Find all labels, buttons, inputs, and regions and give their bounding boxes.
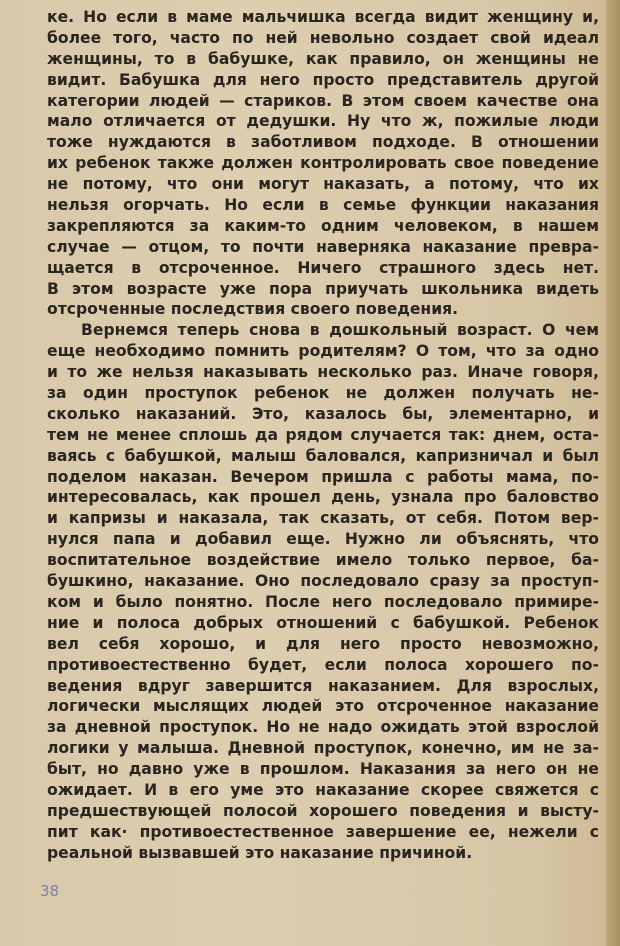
text-line: поделом наказан. Вечером пришла с работы мама, по- xyxy=(47,467,599,486)
text-line: бушкино, наказание. Оно последовало сразу за проступ- xyxy=(47,572,599,591)
text-line: тем не менее сплошь да рядом случается так: днем, оста- xyxy=(47,425,599,444)
text-line: и капризы и наказала, так сказать, от себя. Потом вер- xyxy=(47,509,599,528)
text-line: за один проступок ребенок не должен получать не- xyxy=(47,384,599,403)
text-line: быт, но давно уже в прошлом. Наказания за него он не xyxy=(47,760,599,779)
text-line: нельзя огорчать. Но если в семье функции наказания xyxy=(47,196,599,215)
text-line: ведения вдруг завершится наказанием. Для взрослых, xyxy=(47,676,599,695)
text-line: категории людей — стариков. В этом своем качестве она xyxy=(47,91,599,110)
text-line: еще необходимо помнить родителям? О том, что за одно xyxy=(47,342,599,361)
text-line: не потому, что они могут наказать, а потому, что их xyxy=(47,175,599,194)
text-line: случае — отцом, то почти наверняка наказание превра- xyxy=(47,237,599,256)
text-line: В этом возрасте уже пора приучать школьника видеть xyxy=(47,279,599,298)
text-line: воспитательное воздействие имело только первое, ба- xyxy=(47,551,599,570)
text-line: за дневной проступок. Но не надо ожидать этой взрослой xyxy=(47,718,599,737)
text-line: мало отличается от дедушки. Ну что ж, пожилые люди xyxy=(47,112,599,131)
book-spine-edge xyxy=(606,0,620,946)
text-line: закрепляются за каким-то одним человеком, в нашем xyxy=(47,216,599,235)
text-line: предшествующей полосой хорошего поведения и высту- xyxy=(47,801,599,820)
text-line: интересовалась, как прошел день, узнала про баловство xyxy=(47,488,599,507)
body-text xyxy=(47,7,599,864)
text-line: их ребенок также должен контролировать свое поведение xyxy=(47,154,599,173)
text-line: нулся папа и добавил еще. Нужно ли объяснять, что xyxy=(47,530,599,549)
text-line: логически мыслящих людей это отсроченное наказание xyxy=(47,697,599,716)
paragraph-last-line: реальной вызвавшей это наказание причиной. xyxy=(47,843,473,862)
paragraph-last-line: отсроченные последствия своего поведения. xyxy=(47,300,459,319)
text-line: ваясь с бабушкой, малыш баловался, капризничал и был xyxy=(47,446,599,465)
text-line: сколько наказаний. Это, казалось бы, элементарно, и xyxy=(47,404,599,423)
text-line: противоестественно будет, если полоса хорошего по- xyxy=(47,655,599,674)
text-line: логики у малыша. Дневной проступок, конечно, им не за- xyxy=(47,739,599,758)
text-line: ком и было понятно. После него последовало примире- xyxy=(47,592,599,611)
text-line: пит как· противоестественное завершение ее, нежели с xyxy=(47,822,599,841)
paragraph-first-line: Вернемся теперь снова в дошкольный возраст. О чем xyxy=(81,321,599,340)
text-line: щается в отсроченное. Ничего страшного здесь нет. xyxy=(47,258,599,277)
text-line: более того, часто по ней невольно создает свой идеал xyxy=(47,28,599,47)
text-line: ожидает. И в его уме это наказание скорее свяжется с xyxy=(47,780,599,799)
text-line: вел себя хорошо, и для него просто невозможно, xyxy=(47,634,599,653)
text-line: видит. Бабушка для него просто представитель другой xyxy=(47,70,599,89)
text-line: женщины, то в бабушке, как правило, он женщины не xyxy=(47,49,599,68)
text-line: и то же нельзя наказывать несколько раз. Иначе говоря, xyxy=(47,363,599,382)
text-line: тоже нуждаются в заботливом подходе. В отношении xyxy=(47,133,599,152)
text-line: ке. Но если в маме мальчишка всегда видит женщину и, xyxy=(47,8,599,26)
text-line: ние и полоса добрых отношений с бабушкой. Ребенок xyxy=(47,613,599,632)
page-number: 38 xyxy=(40,882,60,900)
